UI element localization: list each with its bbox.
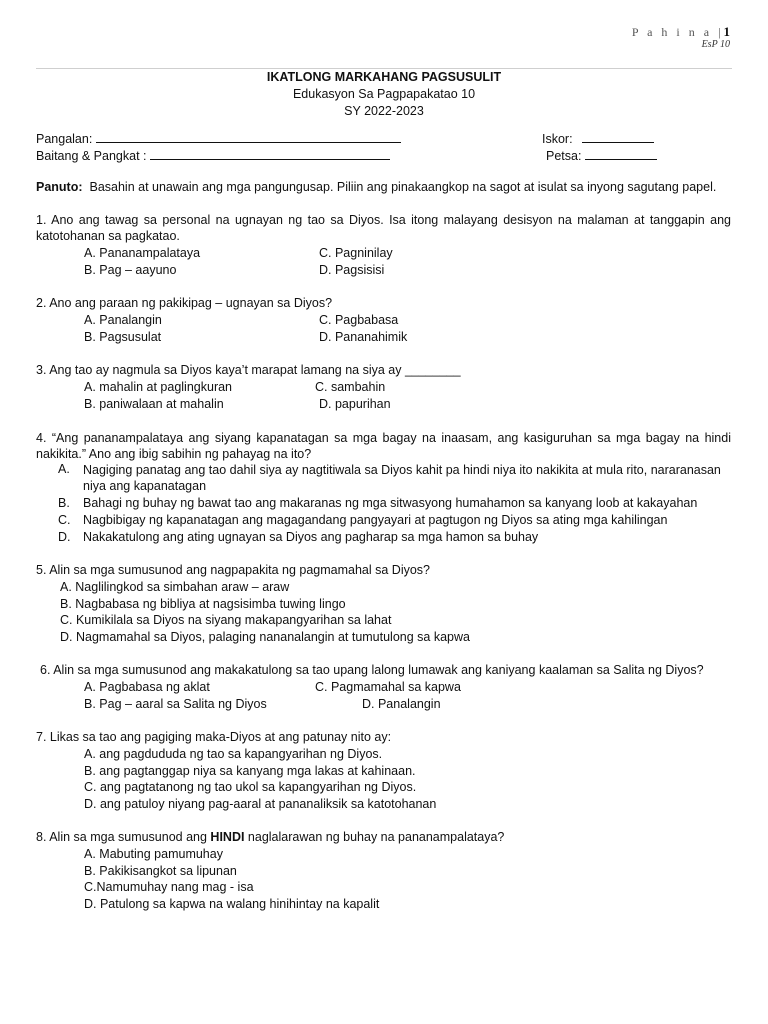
q5-choice-c: C. Kumikilala sa Diyos na siyang makapangyarihan sa lahat [60,613,392,627]
q5-choice-b: B. Nagbabasa ng bibliya at nagsisimba tuwing lingo [60,597,346,611]
q4-choice-b: Bahagi ng buhay ng bawat tao ang makaranas ng mga sitwasyong humahamon sa kanyang loob at kakayahan [83,496,698,510]
q7-choice-d: D. ang patuloy niyang pag-aaral at pananaliksik sa katotohanan [84,797,437,811]
grade-section-field [36,147,390,163]
q3-choice-d: D. papurihan [319,397,391,411]
q1-choice-d: D. Pagsisisi [319,263,385,277]
q4-letter-d: D. [58,530,71,544]
score-field [542,130,654,146]
instructions-label: Panuto: [36,180,83,194]
name-field [36,130,401,146]
q8-choice-a: A. Mabuting pamumuhay [84,847,223,861]
q5-choice-a: A. Naglilingkod sa simbahan araw – araw [60,580,290,594]
q3-choice-c: C. sambahin [315,380,386,394]
school-year: SY 2022-2023 [344,104,424,118]
date-blank[interactable] [585,147,657,160]
q4-letter-c: C. [58,513,71,527]
page-number: 1 [723,24,730,39]
q7-choice-c: C. ang pagtatanong ng tao ukol sa kapangyarihan ng Diyos. [84,780,417,794]
q2-choice-a: A. Panalangin [84,313,162,327]
q4-choice-a: Nagiging panatag ang tao dahil siya ay nagtitiwala sa Diyos kahit pa hindi niya ito nakikita at mula rito, nararanasan niya ang kapanatagan [83,463,721,493]
q4-choice-d: Nakakatulong ang ating ugnayan sa Diyos ang pagharap sa mga hamon sa buhay [83,530,539,544]
q8-emphasis: HINDI [210,830,245,844]
q2-choice-d: D. Pananahimik [319,330,408,344]
q4-letter-b: B. [58,496,70,510]
q2-choice-c: C. Pagbabasa [319,313,399,327]
header-divider [36,68,732,69]
q8-choice-b: B. Pakikisangkot sa lipunan [84,864,237,878]
exam-title: IKATLONG MARKAHANG PAGSUSULIT [266,70,502,84]
score-blank[interactable] [582,130,654,143]
question-2-stem: 2. Ano ang paraan ng pakikipag – ugnayan sa Diyos? [36,296,333,310]
q6-choice-a: A. Pagbabasa ng aklat [84,680,210,694]
q2-choice-b: B. Pagsusulat [84,330,162,344]
subject-title: Edukasyon Sa Pagpapakatao 10 [292,87,476,101]
instructions [36,180,716,194]
date-label: Petsa: [546,149,582,163]
q7-choice-a: A. ang pagdududa ng tao sa kapangyarihan ng Diyos. [84,747,383,761]
question-5-stem: 5. Alin sa mga sumusunod ang nagpapakita ng pagmamahal sa Diyos? [36,563,431,577]
question-3-stem: 3. Ang tao ay nagmula sa Diyos kaya’t marapat lamang na siya ay ________ [36,363,461,377]
q1-choice-c: C. Pagninilay [319,246,393,260]
q5-choice-d: D. Nagmamahal sa Diyos, palaging nananalangin at tumutulong sa kapwa [60,630,470,644]
name-blank[interactable] [96,130,401,143]
question-4-stem: 4. “Ang pananampalataya ang siyang kapanatagan sa mga bagay na inaasam, ang kasiguruhan sa mga bagay na hindi nakikita.” Ano ang ibig sabihin ng pahayag na ito? [36,431,731,461]
q6-choice-b: B. Pag – aaral sa Salita ng Diyos [84,697,267,711]
subject-code: EsP 10 [701,39,730,50]
q6-choice-c: C. Pagmamahal sa kapwa [315,680,461,694]
q1-choice-b: B. Pag – aayuno [84,263,177,277]
score-label: Iskor: [542,132,573,146]
page-number-label: P a h i n a |1 [631,24,730,39]
question-8-stem: 8. Alin sa mga sumusunod ang HINDI naglalarawan ng buhay na pananampalataya? [36,830,505,844]
question-1-stem: 1. Ano ang tawag sa personal na ugnayan ng tao sa Diyos. Isa itong malayang desisyon na malaman at tanggapin ang katotohanan sa pagkatao. [36,213,731,243]
q3-choice-b: B. paniwalaan at mahalin [84,397,224,411]
q8-choice-c: C.Namumuhay nang mag - isa [84,880,254,894]
q6-choice-d: D. Panalangin [362,697,441,711]
name-label: Pangalan: [36,132,93,146]
q8-choice-d: D. Patulong sa kapwa na walang hinihintay na kapalit [84,897,380,911]
date-field [546,147,657,163]
q3-choice-a: A. mahalin at paglingkuran [84,380,233,394]
q4-choice-c: Nagbibigay ng kapanatagan ang magagandang pangyayari at pagtugon ng Diyos sa ating mga kahilingan [83,513,668,527]
q7-choice-b: B. ang pagtanggap niya sa kanyang mga lakas at kahinaan. [84,764,416,778]
q1-choice-a: A. Pananampalataya [84,246,201,260]
question-7-stem: 7. Likas sa tao ang pagiging maka-Diyos at ang patunay nito ay: [36,730,392,744]
instructions-text: Basahin at unawain ang mga pangungusap. Piliin ang pinakaangkop na sagot at isulat sa inyong sagutang papel. [89,180,717,194]
grade-section-blank[interactable] [150,147,390,160]
q4-letter-a: A. [58,462,70,476]
grade-section-label: Baitang & Pangkat : [36,149,147,163]
question-6-stem: 6. Alin sa mga sumusunod ang makakatulong sa tao upang lalong lumawak ang kaniyang kaalaman sa Salita ng Diyos? [40,663,704,677]
